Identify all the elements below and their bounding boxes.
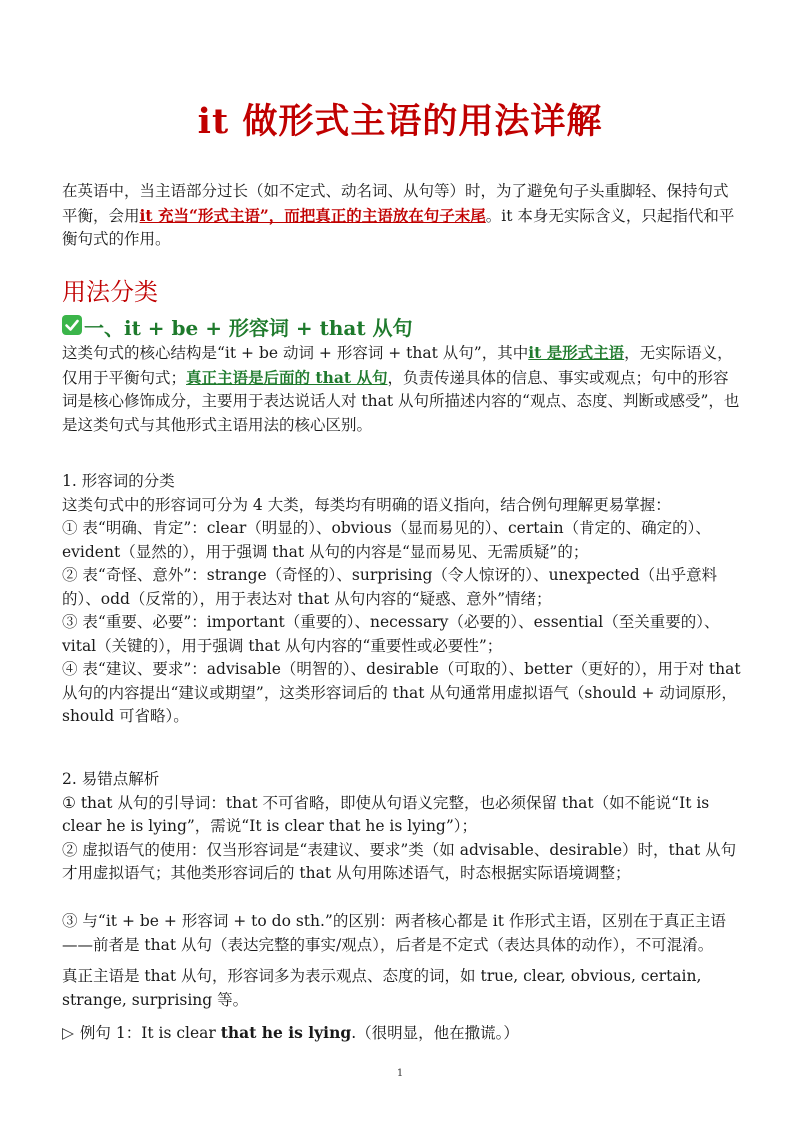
classification-line: 这类句式中的形容词可分为 4 大类，每类均有明确的语义指向，结合例句理解更易掌握： <box>62 495 671 514</box>
mistake-line: ① that 从句的引导词：that 不可省略，即使从句语义完整，也必须保留 that（如不能说“It is clear he is lying”，需说“It is clear that he is lying”）； <box>62 793 710 835</box>
p1-text-c: ，无实际语义，仅用于平衡句式； <box>62 344 733 387</box>
classification-line: ① 表“明确、肯定”：clear（明显的）、obvious（显而易见的）、certain（肯定的、确定的）、evident（显然的），用于强调 that 从句的内容是“显而易见、无需质疑”的； <box>62 519 711 561</box>
p1-highlight-formal-subject: it 是形式主语 <box>528 343 625 362</box>
p1-highlight-real-subject: 真正主语是后面的 that 从句 <box>186 367 388 387</box>
difference-paragraph: ③ 与“it + be + 形容词 + to do sth.”的区别：两者核心都是 it 作形式主语，区别在于真正主语——前者是 that 从句（表达完整的事实/观点），后者是不定式（表达具体的动作），不可混淆。 <box>62 912 726 954</box>
example-text-end: .（很明显，他在撒谎。） <box>351 1024 519 1042</box>
intro-text-end: 。it 本身无实际含义，只起指代和平衡句式的作用。 <box>62 206 735 248</box>
intro-highlight: it 充当“形式主语”，而把真正的主语放在句子末尾 <box>139 205 486 225</box>
section-heading-2: 2. 易错点解析 <box>62 770 160 788</box>
page-number: 1 <box>396 1068 404 1079</box>
p1-text-e: ，负责传递具体的信息、事实或观点；句中的形容词是核心修饰成分，主要用于表达说话人对 that 从句所描述内容的“观点、态度、判断或感受”，也是这类句式与其他形式主语用法的核心区别。 <box>62 368 740 434</box>
section-heading-1: 1. 形容词的分类 <box>62 472 175 490</box>
subsection-title <box>62 312 413 341</box>
summary-paragraph: 真正主语是 that 从句，形容词多为表示观点、态度的词，如 true, clear, obvious, certain, strange, surprising 等。 <box>62 967 702 1009</box>
adjective-classification-section <box>62 470 742 729</box>
intro-text: 在英语中，当主语部分过长（如不定式、动名词、从句等）时，为了避免句子头重脚轻、保持句式平衡，会用 <box>62 182 729 225</box>
intro-paragraph <box>62 180 742 252</box>
subsection-title-text: 一、it + be + 形容词 + that 从句 <box>84 316 413 340</box>
p1-text-a: 这类句式的核心结构是“it + be 动词 + 形容词 + that 从句”，其中 <box>62 344 529 362</box>
classification-line: ④ 表“建议、要求”：advisable（明智的）、desirable（可取的）、better（更好的），用于对 that 从句的内容提出“建议或期望”，这类形容词后的 that 从句通常用虚拟语气（should + 动词原形，should 可省略）。 <box>62 660 741 725</box>
section-title: 用法分类 <box>62 278 158 306</box>
example-text: 例句 1：It is clear <box>79 1024 221 1042</box>
page-title: it 做形式主语的用法详解 <box>197 101 603 142</box>
core-structure-paragraph <box>62 341 742 437</box>
classification-line: ③ 表“重要、必要”：important（重要的）、necessary（必要的）、essential（至关重要的）、vital（关键的），用于强调 that 从句内容的“重要性或必要性”； <box>62 613 720 655</box>
classification-line: ② 表“奇怪、意外”：strange（奇怪的）、surprising（令人惊讶的）、unexpected（出乎意料的）、odd（反常的），用于表达对 that 从句内容的“疑惑、意外”情绪； <box>62 566 718 608</box>
example-sentence <box>62 1021 742 1046</box>
check-mark-icon <box>62 315 82 335</box>
mistake-line: ② 虚拟语气的使用：仅当形容词是“表建议、要求”类（如 advisable、desirable）时，that 从句才用虚拟语气；其他类形容词后的 that 从句用陈述语气，时态根据实际语境调整； <box>62 840 737 882</box>
example-bold: that he is lying <box>220 1023 352 1042</box>
common-mistakes-section <box>62 768 742 886</box>
triangle-right-icon: ▷ <box>62 1024 74 1042</box>
